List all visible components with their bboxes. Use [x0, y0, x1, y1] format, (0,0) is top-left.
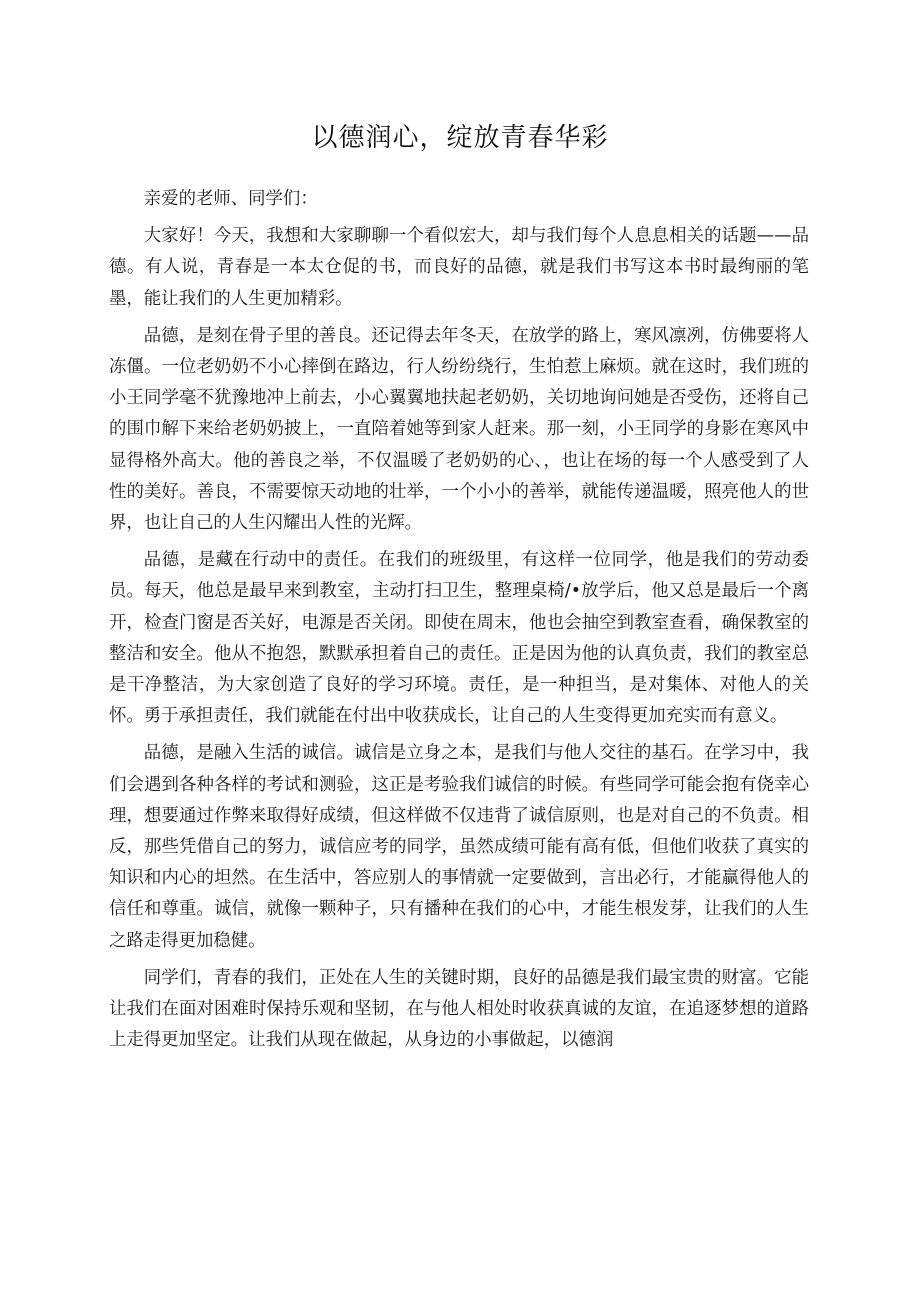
paragraph-integrity: 品德，是融入生活的诚信。诚信是立身之本，是我们与他人交往的基石。在学习中，我们会遇到各种各样的考试和测验，这正是考验我们诚信的时候。有些同学可能会抱有侥幸心理，想要通过作弊来取得好成绩，但这样做不仅违背了诚信原则，也是对自己的不负责。相反，那些凭借自己的努力，诚信应考的同学，虽然成绩可能有高有低，但他们收获了真实的知识和内心的坦然。在生活中，答应别人的事情就一定要做到，言出必行，才能赢得他人的信任和尊重。诚信，就像一颗种子，只有播种在我们的心中，才能生根发芽，让我们的人生之路走得更加稳健。: [109, 743, 809, 951]
page-title: 以德润心，绽放青春华彩: [311, 123, 609, 153]
paragraph-kindness: 品德，是刻在骨子里的善良。还记得去年冬天，在放学的路上，寒风凛冽，仿佛要将人冻僵。一位老奶奶不小心摔倒在路边，行人纷纷绕行，生怕惹上麻烦。就在这时，我们班的小王同学毫不犹豫地冲上前去，小心翼翼地扶起老奶奶，关切地询问她是否受伤，还将自己的围巾解下来给老奶奶披上，一直陪着她等到家人赶来。那一刻，小王同学的身影在寒风中显得格外高大。他的善良之举，不仅温暖了老奶奶的心、，也让在场的每一个人感受到了人性的美好。善良，不需要惊天动地的壮举，一个小小的善举，就能传递温暖，照亮他人的世界，也让自己的人生闪耀出人性的光辉。: [109, 325, 809, 534]
paragraph-responsibility: 品德，是藏在行动中的责任。在我们的班级里，有这样一位同学，他是我们的劳动委员。每天，他总是最早来到教室，主动打扫卫生，整理桌椅/•放学后，他又总是最后一个离开，检查门窗是否关好，电源是否关闭。即使在周末，他也会抽空到教室查看，确保教室的整洁和安全。他从不抱怨，默默承担着自己的责任。正是因为他的认真负责，我们的教室总是干净整洁，为大家创造了良好的学习环境。责任，是一种担当，是对集体、对他人的关怀。勇于承担责任，我们就能在付出中收获成长，让自己的人生变得更加充实而有意义。: [109, 550, 809, 727]
greeting-paragraph: 亲爱的老师、同学们：: [143, 189, 318, 209]
document-body: [109, 184, 809, 1056]
paragraph-closing: 同学们，青春的我们，正处在人生的关键时期，良好的品德是我们最宝贵的财富。它能让我们在面对困难时保持乐观和坚韧，在与他人相处时收获真诚的友谊，在追逐梦想的道路上走得更加坚定。让我们从现在做起，从身边的小事做起，以德润: [109, 967, 809, 1051]
paragraph-intro: 大家好！今天，我想和大家聊聊一个看似宏大，却与我们每个人息息相关的话题——品德。有人说，青春是一本太仓促的书，而良好的品德，就是我们书写这本书时最绚丽的笔墨，能让我们的人生更加精彩。: [109, 226, 809, 309]
